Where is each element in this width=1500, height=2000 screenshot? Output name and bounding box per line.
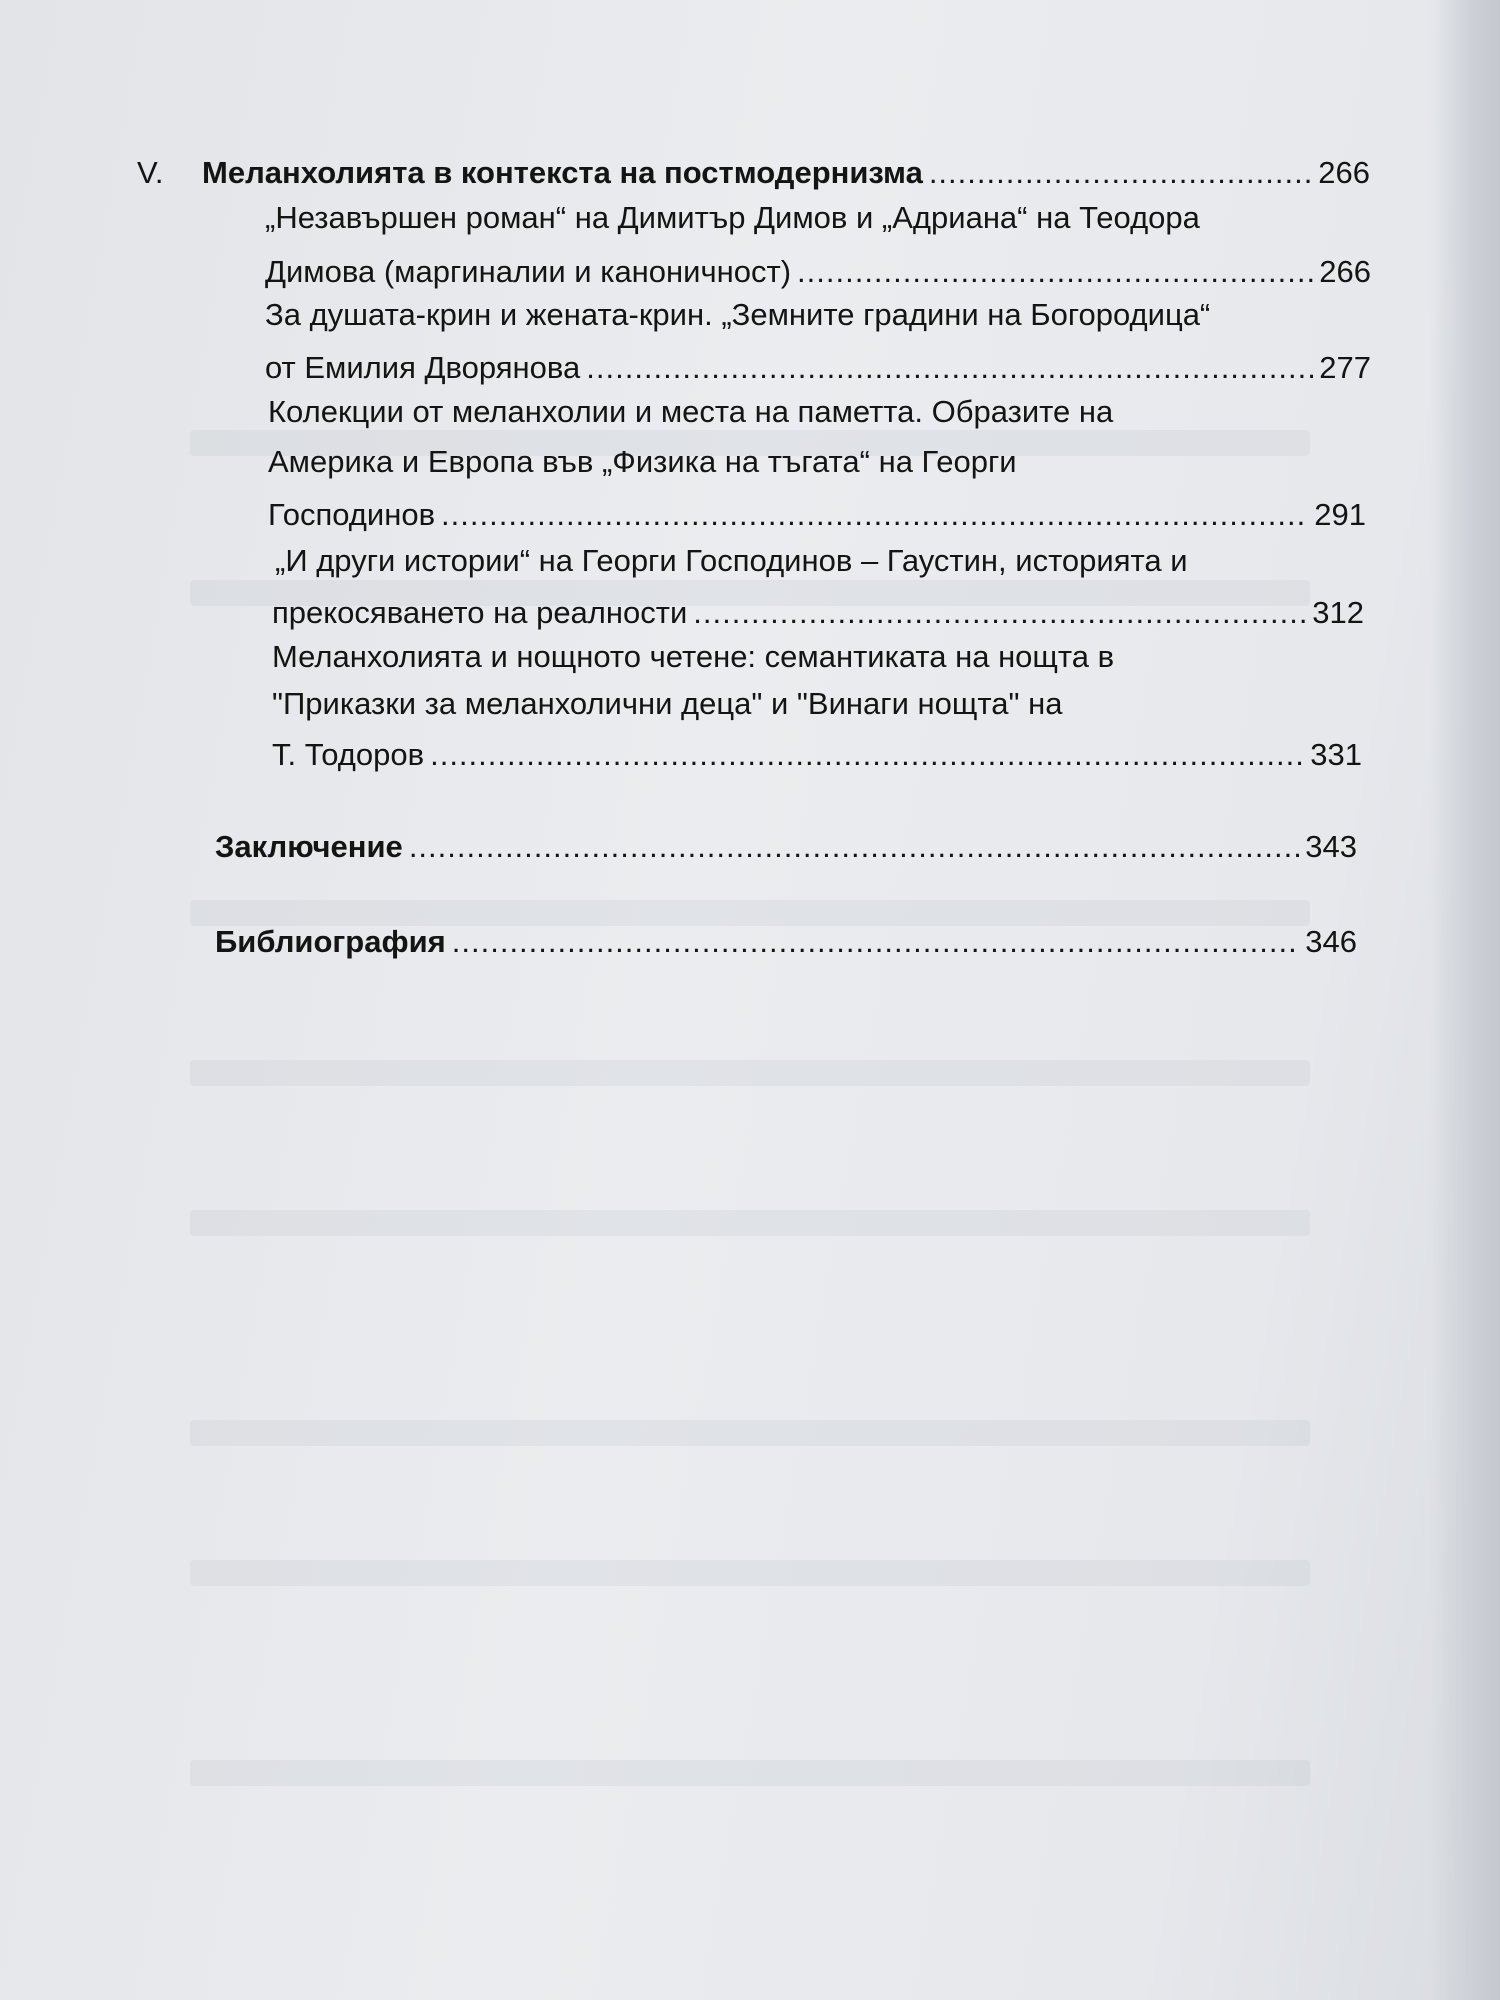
dot-leader bbox=[929, 153, 1312, 193]
toc-entry-line: Колекции от меланхолии и места на паметта. Образите на bbox=[268, 394, 1114, 429]
bibliography-title: Библиография bbox=[215, 924, 446, 959]
toc-entry-row bbox=[272, 593, 1364, 633]
toc-entry-line: „И други истории“ на Георги Господинов – Гаустин, историята и bbox=[275, 543, 1188, 578]
toc-entry-row bbox=[265, 348, 1371, 388]
toc-entry-page: 277 bbox=[1319, 350, 1371, 385]
toc-entry-text: Т. Тодоров bbox=[272, 737, 425, 772]
section-page: 266 bbox=[1318, 155, 1370, 190]
bibliography-page: 346 bbox=[1305, 924, 1357, 959]
section-title-row bbox=[202, 153, 1370, 193]
conclusion-row bbox=[215, 827, 1357, 867]
toc-entry-text: Димова (маргиналии и каноничност) bbox=[265, 254, 792, 289]
toc-entry-row bbox=[268, 495, 1366, 535]
toc-entry-line: „Незавършен роман“ на Димитър Димов и „Адриана“ на Теодора bbox=[265, 200, 1200, 235]
section-title: Меланхолията в контекста на постмодернизма bbox=[202, 155, 923, 190]
toc-entry-page: 291 bbox=[1314, 497, 1366, 532]
toc-entry-text: Господинов bbox=[268, 497, 436, 532]
toc-entry-line: "Приказки за меланхолични деца" и "Винаги нощта" на bbox=[272, 686, 1063, 721]
dot-leader bbox=[430, 735, 1304, 775]
toc-entry-row bbox=[272, 735, 1362, 775]
toc-entry-line: За душата-крин и жената-крин. „Земните градини на Богородица“ bbox=[265, 297, 1211, 332]
bibliography-row bbox=[215, 922, 1357, 962]
toc-entry-row bbox=[265, 252, 1371, 292]
toc-entry-text: прекосяването на реалности bbox=[272, 595, 688, 630]
dot-leader bbox=[409, 827, 1299, 867]
toc-entry-page: 266 bbox=[1319, 254, 1371, 289]
toc-entry-line: Америка и Европа във „Физика на тъгата“ на Георги bbox=[268, 444, 1017, 479]
toc-entry-text: от Емилия Дворянова bbox=[265, 350, 581, 385]
toc-entry-line: Меланхолията и нощното четене: семантиката на нощта в bbox=[272, 639, 1115, 674]
dot-leader bbox=[586, 348, 1313, 388]
section-numeral: V. bbox=[137, 155, 164, 190]
dot-leader bbox=[441, 495, 1308, 535]
conclusion-title: Заключение bbox=[215, 829, 403, 864]
dot-leader bbox=[797, 252, 1313, 292]
dot-leader bbox=[693, 593, 1306, 633]
toc-entry-page: 331 bbox=[1310, 737, 1362, 772]
dot-leader bbox=[452, 922, 1300, 962]
toc-entry-page: 312 bbox=[1312, 595, 1364, 630]
conclusion-page: 343 bbox=[1305, 829, 1357, 864]
